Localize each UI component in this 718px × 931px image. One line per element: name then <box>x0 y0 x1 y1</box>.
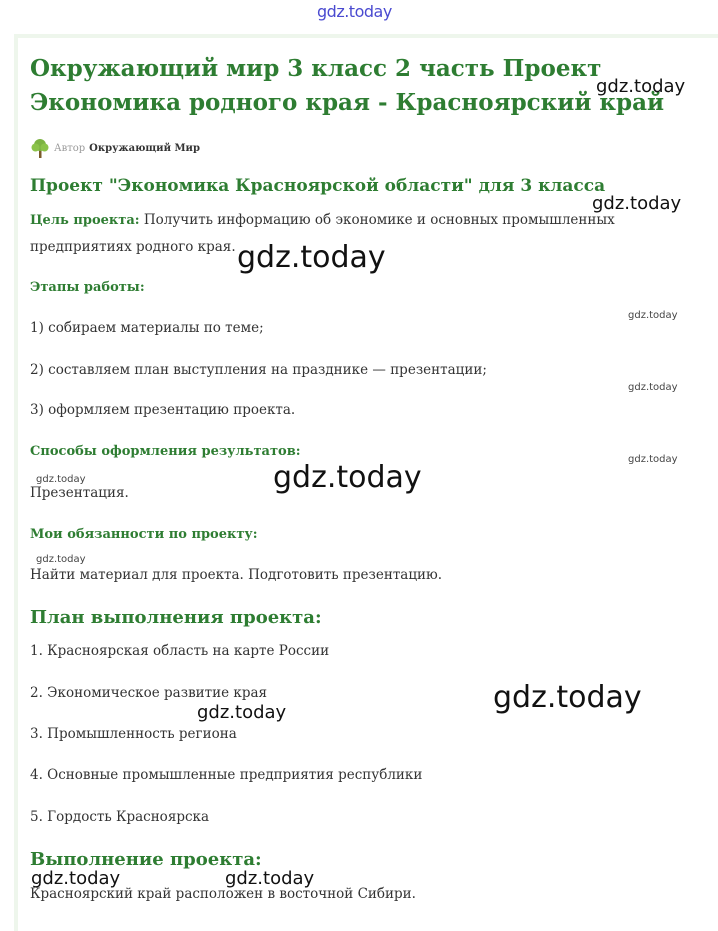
author-label: Автор <box>54 142 86 154</box>
watermark: gdz.today <box>628 382 678 393</box>
results-text: Презентация. <box>30 485 129 501</box>
results-label: Способы оформления результатов: <box>30 444 301 459</box>
watermark: gdz.today <box>493 680 642 715</box>
stages-label: Этапы работы: <box>30 280 145 295</box>
stage-item: 1) собираем материалы по теме; <box>30 320 264 336</box>
plan-item: 1. Красноярская область на карте России <box>30 643 330 659</box>
stage-item: 3) оформляем презентацию проекта. <box>30 402 296 418</box>
tree-icon <box>30 137 50 159</box>
execution-heading: Выполнение проекта: <box>30 849 262 870</box>
duties-label: Мои обязанности по проекту: <box>30 527 258 542</box>
duties-label-row <box>30 521 650 548</box>
watermark: gdz.today <box>628 454 678 465</box>
watermark: gdz.today <box>596 76 686 97</box>
title-line-2: Экономика родного края - Красноярский край <box>30 89 665 116</box>
top-watermark: gdz.today <box>317 2 392 21</box>
watermark: gdz.today <box>31 868 121 889</box>
goal-text-1: Получить информацию об экономике и основных промышленных <box>139 212 615 228</box>
plan-heading: План выполнения проекта: <box>30 607 322 628</box>
watermark: gdz.today <box>592 193 682 214</box>
plan-item: 5. Гордость Красноярска <box>30 809 210 825</box>
goal-text-2: предприятиях родного края. <box>30 239 236 255</box>
plan-item: 3. Промышленность региона <box>30 726 237 742</box>
author-name[interactable]: Окружающий Мир <box>89 142 200 154</box>
frame-top-border <box>14 34 718 38</box>
stages-label-row <box>30 274 650 301</box>
title-line-1: Окружающий мир 3 класс 2 часть Проект <box>30 55 602 82</box>
frame-left-border <box>14 34 18 931</box>
author-line <box>30 137 200 159</box>
watermark: gdz.today <box>36 474 86 485</box>
top-bar <box>0 0 718 34</box>
watermark: gdz.today <box>197 702 287 723</box>
watermark: gdz.today <box>36 554 86 565</box>
execution-text: Красноярский край расположен в восточной Сибири. <box>30 886 416 902</box>
watermark: gdz.today <box>628 310 678 321</box>
plan-item: 2. Экономическое развитие края <box>30 685 268 701</box>
section-heading: Проект "Экономика Красноярской области" для 3 класса <box>30 176 606 196</box>
plan-item: 4. Основные промышленные предприятия республики <box>30 767 423 783</box>
watermark: gdz.today <box>237 240 386 275</box>
duties-text: Найти материал для проекта. Подготовить презентацию. <box>30 567 443 583</box>
stage-item: 2) составляем план выступления на празднике — презентации; <box>30 362 487 378</box>
watermark: gdz.today <box>273 460 422 495</box>
watermark: gdz.today <box>225 868 315 889</box>
page-title <box>30 52 670 120</box>
goal-label: Цель проекта: <box>30 213 140 228</box>
